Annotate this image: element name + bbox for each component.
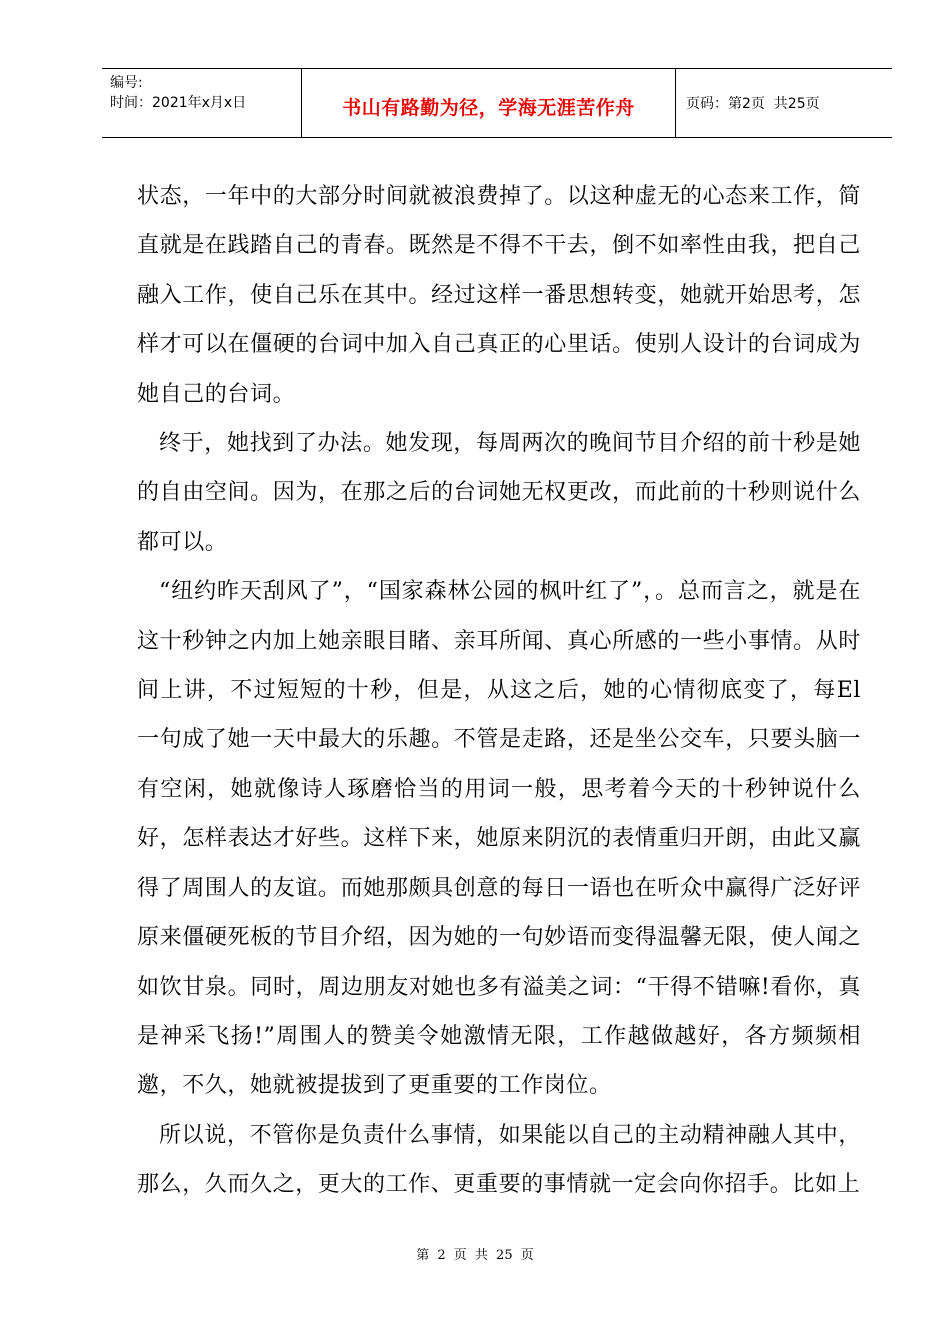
body-paragraph: 终于，她找到了办法。她发现，每周两次的晚间节目介绍的前十秒是她的自由空间。因为，在那之后的台词她无权更改，而此前的十秒则说什么都可以。 — [137, 431, 861, 555]
header-page-info — [676, 69, 892, 137]
header-page-label: 页码：第2页 共25页 — [686, 96, 820, 112]
body-paragraph: 所以说，不管你是负责什么事情，如果能以自己的主动精神融人其中，那么，久而久之，更大的工作、更重要的事情就一定会向你招手。比如上 — [137, 1122, 861, 1198]
page-header — [102, 68, 892, 138]
body-paragraph: “纽约昨天刮风了”，“国家森林公园的枫叶红了”，。总而言之，就是在这十秒钟之内加上她亲眼目睹、亲耳所闻、真心所感的一些小事情。从时间上讲，不过短短的十秒，但是，从这之后，她的心情彻底变了，每El一句成了她一天中最大的乐趣。不管是走路，还是坐公交车，只要头脑一有空闲，她就像诗人琢磨恰当的用词一般，思考着今天的十秒钟说什么好，怎样表达才好些。这样下来，她原来阴沉的表情重归开朗，由此又赢得了周围人的友谊。而她那颇具创意的每日一语也在听众中赢得广泛好评原来僵硬死板的节目介绍，因为她的一句妙语而变得温馨无限，使人闻之如饮甘泉。同时，周边朋友对她也多有溢美之词：“干得不错嘛!看你，真是神采飞扬!”周围人的赞美令她激情无限，工作越做越好，各方频频相邀，不久，她就被提拔到了更重要的工作岗位。 — [137, 579, 861, 1099]
header-motto: 书山有路勤为径，学海无涯苦作舟 — [302, 69, 676, 137]
body-paragraph: 状态，一年中的大部分时间就被浪费掉了。以这种虚无的心态来工作，简直就是在践踏自己的青春。既然是不得不干去，倒不如率性由我，把自己融入工作，使自己乐在其中。经过这样一番思想转变，她就开始思考，怎样才可以在僵硬的台词中加入自己真正的心里话。使别人设计的台词成为她自己的台词。 — [137, 184, 861, 407]
document-time-label: 时间：2021年x月x日 — [110, 95, 247, 111]
header-meta — [102, 69, 302, 137]
page-footer — [0, 1244, 950, 1263]
document-body — [137, 172, 861, 1210]
footer-page-number: 第 2 页 共 25 页 — [416, 1248, 534, 1263]
document-number-label: 编号: — [110, 75, 143, 91]
